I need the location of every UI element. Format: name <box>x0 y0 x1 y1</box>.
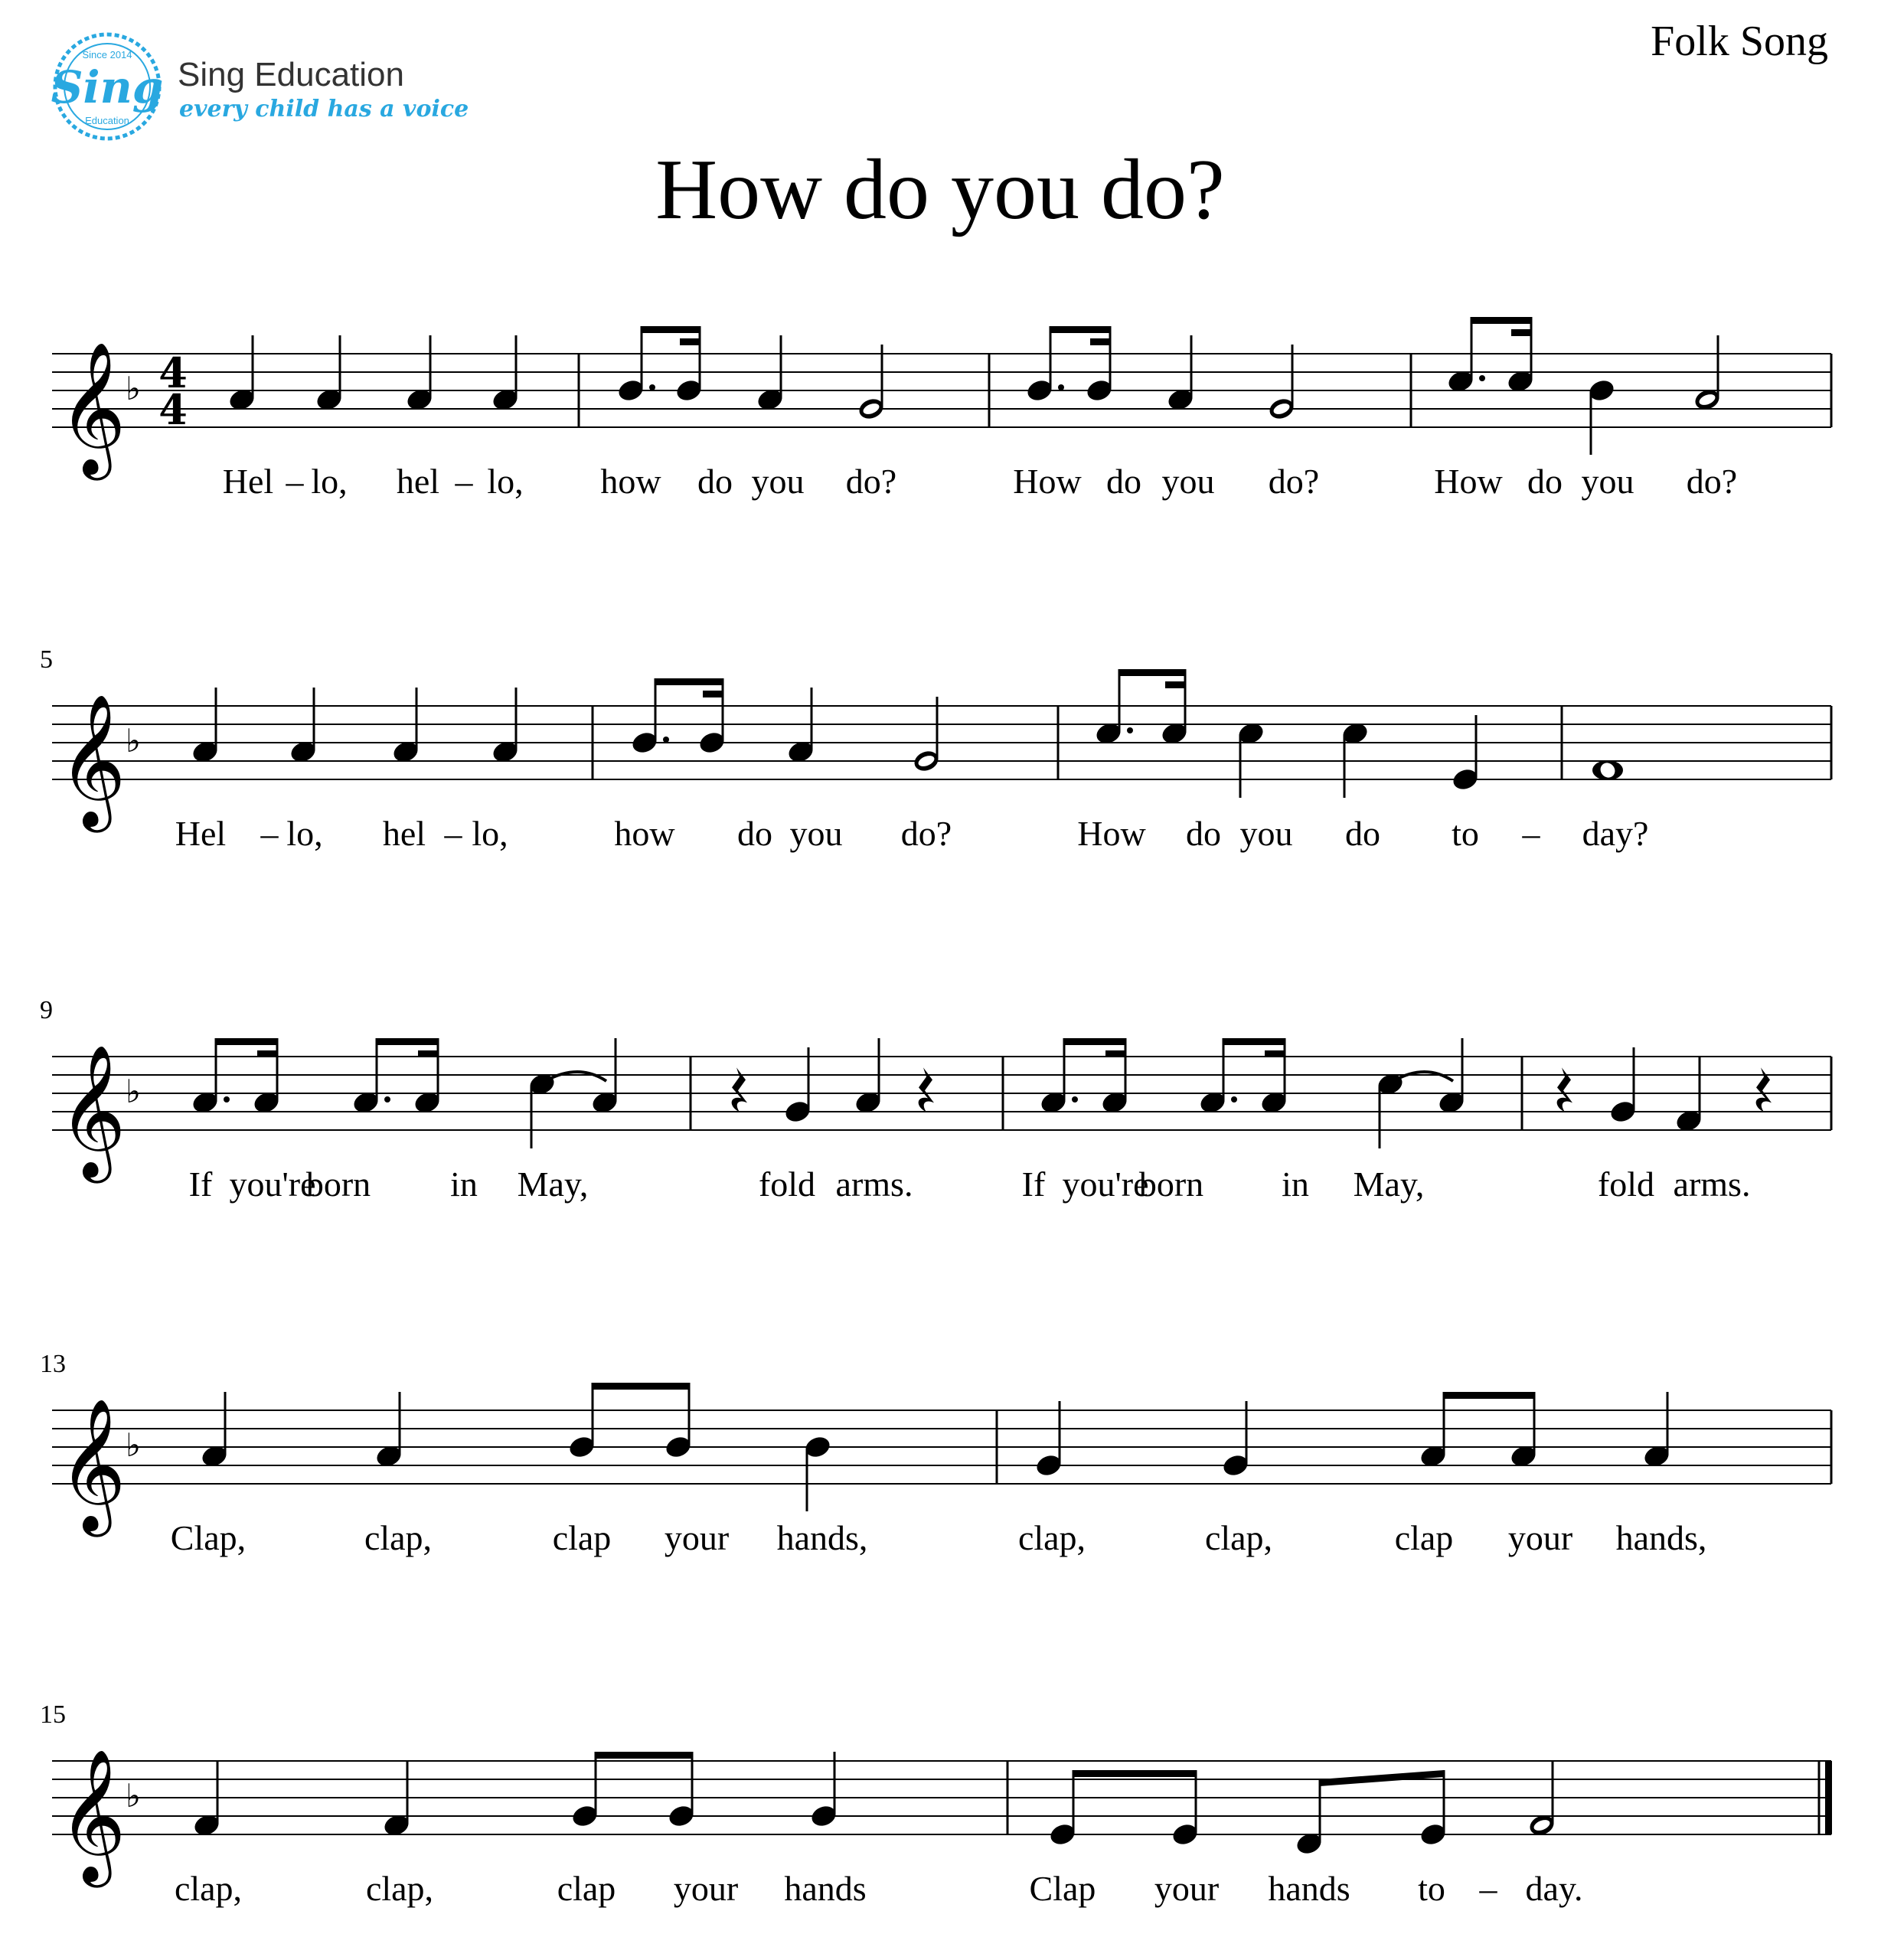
lyric-syllable: arms. <box>835 1165 913 1204</box>
lyric-syllable: If <box>188 1165 213 1204</box>
lyric-syllable: your <box>664 1518 730 1557</box>
lyric-syllable: how <box>614 814 675 853</box>
lyric-syllable: day? <box>1582 814 1649 853</box>
logo-name: Sing Education <box>178 56 404 93</box>
lyric-syllable: May, <box>1353 1165 1425 1204</box>
beam <box>1444 1392 1534 1399</box>
lyric-syllable: your <box>1507 1518 1573 1557</box>
flat-icon: ♭ <box>126 1777 141 1815</box>
lyric-syllable: do <box>737 814 772 853</box>
lyric-syllable: clap, <box>1017 1518 1086 1557</box>
lyric-syllable: do? <box>845 462 897 501</box>
lyric-syllable: hands <box>784 1869 867 1908</box>
measure-number: 15 <box>40 1700 66 1729</box>
lyric-syllable: your <box>1154 1869 1220 1908</box>
sixteenth-beam <box>680 338 700 345</box>
lyric-syllable: you <box>1161 462 1215 501</box>
song-title: How do you do? <box>655 142 1225 237</box>
lyric-syllable: to <box>1452 814 1479 853</box>
lyric-syllable: day. <box>1525 1869 1583 1908</box>
lyric-syllable: – <box>1479 1869 1497 1908</box>
augmentation-dot <box>224 1096 230 1102</box>
lyric-syllable: Clap <box>1029 1869 1096 1908</box>
beam <box>655 678 723 685</box>
final-barline <box>1825 1761 1832 1834</box>
lyric-syllable: Clap, <box>170 1518 247 1557</box>
flat-icon: ♭ <box>126 1073 141 1110</box>
lyric-syllable: Hel <box>222 462 274 501</box>
lyric-syllable: in <box>1282 1165 1309 1204</box>
lyric-syllable: If <box>1021 1165 1046 1204</box>
flat-icon: ♭ <box>126 1426 141 1464</box>
lyric-syllable: How <box>1434 462 1503 501</box>
lyric-syllable: your <box>673 1869 739 1908</box>
lyric-syllable: – <box>455 462 473 501</box>
augmentation-dot <box>1127 727 1133 733</box>
sixteenth-beam <box>1090 338 1110 345</box>
logo-badge-text: Sing <box>51 61 164 113</box>
beam <box>1064 1038 1125 1045</box>
augmentation-dot <box>649 384 655 390</box>
lyric-syllable: do <box>1106 462 1141 501</box>
lyric-syllable: do? <box>900 814 952 853</box>
lyric-syllable: do <box>1345 814 1380 853</box>
beam <box>377 1038 438 1045</box>
lyric-syllable: Hel <box>175 814 227 853</box>
sixteenth-beam <box>1165 681 1185 688</box>
sixteenth-beam <box>418 1050 438 1057</box>
lyric-syllable: – <box>260 814 279 853</box>
treble-clef-icon: 𝄞 <box>58 1749 126 1882</box>
beam <box>1119 669 1185 676</box>
lyric-syllable: you're <box>229 1165 316 1204</box>
lyric-syllable: do <box>1186 814 1221 853</box>
measure-number: 13 <box>40 1350 66 1378</box>
lyric-syllable: in <box>450 1165 478 1204</box>
augmentation-dot <box>1479 375 1485 381</box>
logo-badge-ring-bottom: Education <box>85 115 129 126</box>
measure-number: 9 <box>40 996 53 1024</box>
treble-clef-icon: 𝄞 <box>58 694 126 827</box>
lyric-syllable: you <box>1581 462 1634 501</box>
augmentation-dot <box>1072 1096 1078 1102</box>
flat-icon: ♭ <box>126 722 141 760</box>
lyric-syllable: you <box>789 814 843 853</box>
lyric-syllable: do? <box>1268 462 1320 501</box>
lyric-syllable: clap <box>557 1869 616 1908</box>
beam <box>1050 326 1110 333</box>
lyric-syllable: hands, <box>776 1518 868 1557</box>
lyric-syllable: How <box>1013 462 1082 501</box>
logo-badge-ring-top: Since 2014 <box>82 49 132 60</box>
beam <box>593 1383 689 1390</box>
augmentation-dot <box>1231 1096 1237 1102</box>
lyric-syllable: clap, <box>365 1869 434 1908</box>
lyric-syllable: lo, <box>472 814 508 853</box>
lyric-syllable: clap, <box>174 1869 243 1908</box>
beam <box>1471 317 1531 324</box>
treble-clef-icon: 𝄞 <box>58 341 126 475</box>
flat-icon: ♭ <box>126 370 141 407</box>
time-sig-numerator: 4 <box>158 348 188 397</box>
measure-number: 5 <box>40 645 53 674</box>
lyric-syllable: clap <box>552 1518 612 1557</box>
treble-clef-icon: 𝄞 <box>58 1398 126 1531</box>
lyric-syllable: arms. <box>1673 1165 1751 1204</box>
lyric-syllable: do <box>697 462 733 501</box>
lyric-syllable: do <box>1527 462 1563 501</box>
augmentation-dot <box>384 1096 390 1102</box>
lyric-syllable: do? <box>1686 462 1738 501</box>
lyric-syllable: hel <box>382 814 426 853</box>
lyric-syllable: hands, <box>1615 1518 1707 1557</box>
beam <box>1223 1038 1285 1045</box>
sixteenth-beam <box>257 1050 277 1057</box>
lyric-syllable: you <box>1239 814 1293 853</box>
lyric-syllable: clap <box>1394 1518 1454 1557</box>
sixteenth-beam <box>1511 329 1531 336</box>
lyric-syllable: clap, <box>364 1518 433 1557</box>
lyric-syllable: – <box>444 814 462 853</box>
lyric-syllable: to <box>1418 1869 1445 1908</box>
beam <box>642 326 700 333</box>
augmentation-dot <box>1058 384 1064 390</box>
lyric-syllable: How <box>1077 814 1146 853</box>
lyric-syllable: born <box>1138 1165 1204 1204</box>
logo-tagline: every child has a voice <box>179 96 469 122</box>
lyric-syllable: – <box>1522 814 1540 853</box>
lyric-syllable: lo, <box>286 814 323 853</box>
beam <box>596 1752 692 1759</box>
lyric-syllable: you <box>751 462 805 501</box>
treble-clef-icon: 𝄞 <box>58 1044 126 1178</box>
sixteenth-beam <box>703 691 723 697</box>
augmentation-dot <box>663 737 669 743</box>
lyric-syllable: – <box>286 462 304 501</box>
lyric-syllable: hands <box>1268 1869 1350 1908</box>
lyric-syllable: lo, <box>487 462 524 501</box>
beam <box>1073 1770 1196 1777</box>
sixteenth-beam <box>1265 1050 1285 1057</box>
logo-badge-icon <box>51 34 164 139</box>
lyric-syllable: how <box>600 462 661 501</box>
attribution: Folk Song <box>1651 18 1828 65</box>
lyric-syllable: born <box>305 1165 371 1204</box>
lyric-syllable: clap, <box>1204 1518 1273 1557</box>
beam <box>216 1038 277 1045</box>
lyric-syllable: fold <box>1597 1165 1655 1204</box>
lyric-syllable: lo, <box>311 462 348 501</box>
lyric-syllable: May, <box>517 1165 589 1204</box>
sixteenth-beam <box>1105 1050 1125 1057</box>
lyric-syllable: fold <box>758 1165 816 1204</box>
lyric-syllable: you're <box>1062 1165 1149 1204</box>
time-sig-denominator: 4 <box>158 385 188 434</box>
lyric-syllable: hel <box>396 462 440 501</box>
